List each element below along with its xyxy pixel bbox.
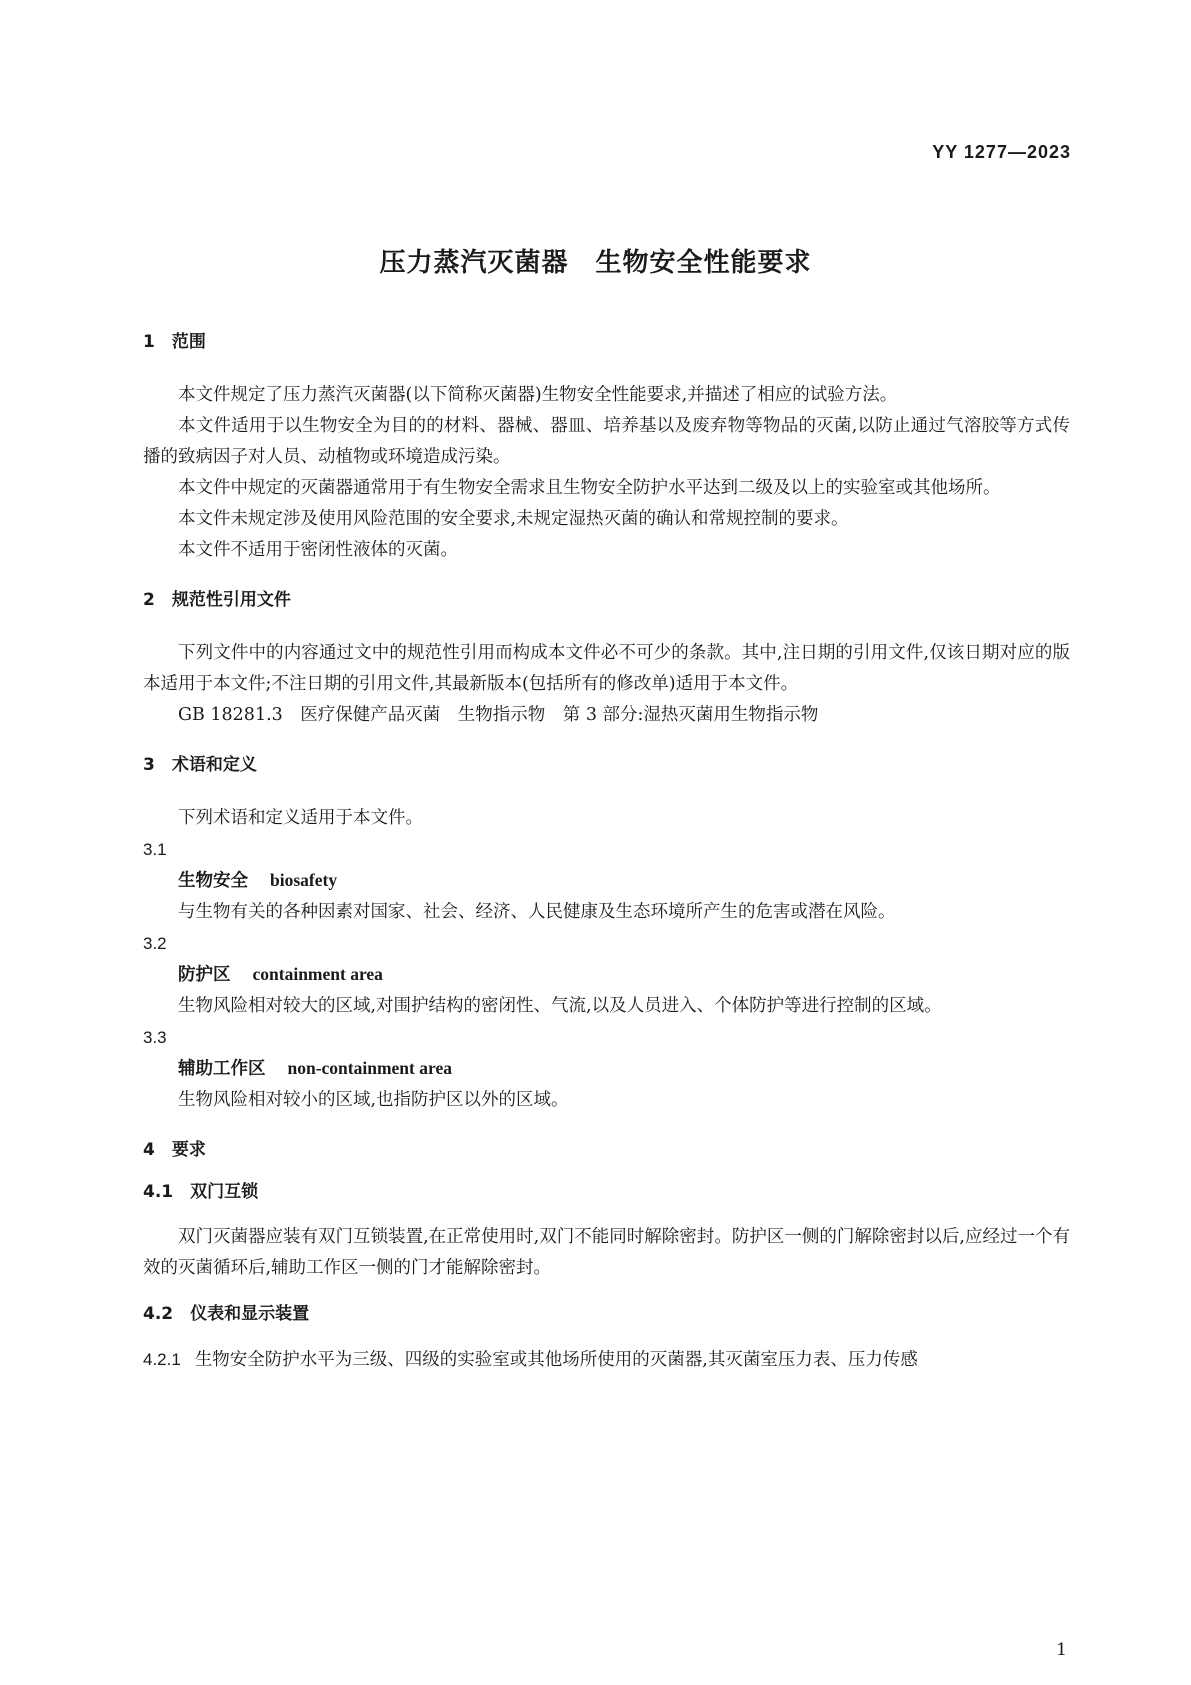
document-title: 压力蒸汽灭菌器 生物安全性能要求 bbox=[379, 248, 812, 278]
document-body bbox=[143, 330, 1070, 1376]
term-name bbox=[143, 865, 1070, 897]
term-name-zh: 辅助工作区 bbox=[178, 1059, 266, 1079]
term-name-en: containment area bbox=[252, 964, 383, 984]
term-definition: 生物风险相对较小的区域,也指防护区以外的区域。 bbox=[178, 1090, 569, 1110]
section-1-para-2: 本文件适用于以生物安全为目的的材料、器械、器皿、培养基以及废弃物等物品的灭菌,以防止通过气溶胶等方式传播的致病因子对人员、动植物或环境造成污染。 bbox=[143, 416, 1070, 467]
section-1-heading: 1 范围 bbox=[143, 332, 206, 352]
normative-reference: GB 18281.3 医疗保健产品灭菌 生物指示物 第 3 部分:湿热灭菌用生物指示物 bbox=[178, 705, 819, 725]
clause-number: 4.2.1 bbox=[143, 1350, 181, 1369]
section-3-intro: 下列术语和定义适用于本文件。 bbox=[178, 808, 423, 828]
term-name bbox=[143, 1053, 1070, 1085]
term-name-zh: 生物安全 bbox=[178, 871, 248, 891]
subsection-4-1-para: 双门灭菌器应装有双门互锁装置,在正常使用时,双门不能同时解除密封。防护区一侧的门解除密封以后,应经过一个有效的灭菌循环后,辅助工作区一侧的门才能解除密封。 bbox=[143, 1227, 1070, 1278]
section-1-para-5: 本文件不适用于密闭性液体的灭菌。 bbox=[178, 540, 458, 560]
section-3-heading: 3 术语和定义 bbox=[143, 755, 257, 775]
subsection-4-2-heading: 4.2 仪表和显示装置 bbox=[143, 1304, 310, 1324]
term-definition: 与生物有关的各种因素对国家、社会、经济、人民健康及生态环境所产生的危害或潜在风险。 bbox=[178, 902, 896, 922]
section-2-heading: 2 规范性引用文件 bbox=[143, 590, 291, 610]
term-name-en: biosafety bbox=[270, 870, 338, 890]
term-number: 3.3 bbox=[143, 1028, 167, 1047]
term-number: 3.2 bbox=[143, 934, 167, 953]
clause-text: 生物安全防护水平为三级、四级的实验室或其他场所使用的灭菌器,其灭菌室压力表、压力传感 bbox=[194, 1350, 918, 1370]
clause-4-2-1 bbox=[143, 1344, 1070, 1376]
section-4-heading: 4 要求 bbox=[143, 1140, 206, 1160]
section-1-para-3: 本文件中规定的灭菌器通常用于有生物安全需求且生物安全防护水平达到二级及以上的实验室或其他场所。 bbox=[178, 478, 1001, 498]
page-number: 1 bbox=[1056, 1640, 1067, 1660]
section-2-para: 下列文件中的内容通过文中的规范性引用而构成本文件必不可少的条款。其中,注日期的引用文件,仅该日期对应的版本适用于本文件;不注日期的引用文件,其最新版本(包括所有的修改单)适用于本文件。 bbox=[143, 643, 1070, 694]
term-definition: 生物风险相对较大的区域,对围护结构的密闭性、气流,以及人员进入、个体防护等进行控制的区域。 bbox=[178, 996, 942, 1016]
subsection-4-1-heading: 4.1 双门互锁 bbox=[143, 1182, 259, 1202]
term-name-zh: 防护区 bbox=[178, 965, 231, 985]
term-name bbox=[143, 959, 1070, 991]
section-1-para-1: 本文件规定了压力蒸汽灭菌器(以下简称灭菌器)生物安全性能要求,并描述了相应的试验方法。 bbox=[178, 385, 898, 405]
term-name-en: non-containment area bbox=[287, 1058, 452, 1078]
standard-code: YY 1277—2023 bbox=[932, 142, 1071, 162]
term-number: 3.1 bbox=[143, 840, 167, 859]
section-1-para-4: 本文件未规定涉及使用风险范围的安全要求,未规定湿热灭菌的确认和常规控制的要求。 bbox=[178, 509, 849, 529]
